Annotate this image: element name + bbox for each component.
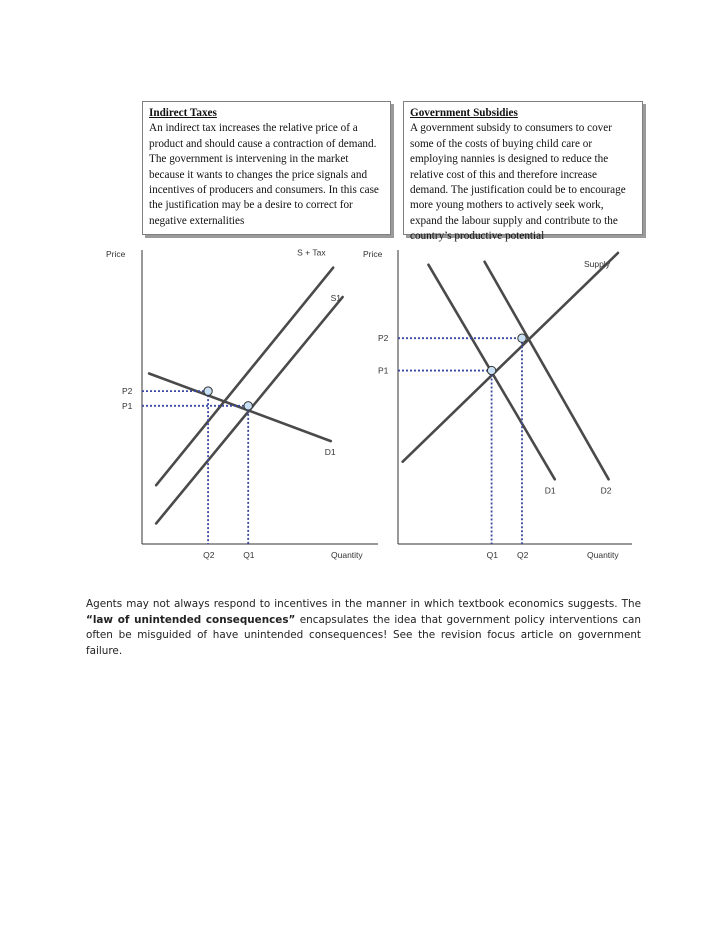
tax-label-d1: D1 bbox=[324, 447, 336, 458]
subsidy-chart bbox=[363, 249, 632, 560]
subsidy-price-label: P1 bbox=[378, 365, 389, 376]
indirect-taxes-title: Indirect Taxes bbox=[149, 107, 217, 119]
tax-price-label: P2 bbox=[122, 386, 133, 397]
tax-chart-ylabel: Price bbox=[106, 249, 126, 259]
subsidy-label-d1: D1 bbox=[544, 485, 556, 496]
tax-label-s-tax: S + Tax bbox=[297, 247, 326, 258]
tax-price-label: P1 bbox=[122, 400, 133, 411]
subsidy-quantity-label: Q1 bbox=[486, 550, 498, 560]
tax-equilibrium-point bbox=[204, 387, 212, 395]
caption-law-emphasis: “law of unintended consequences” bbox=[86, 613, 296, 626]
indirect-taxes-text: An indirect tax increases the relative price of a product and should cause a contraction of demand. The government is intervening in the market because it wants to changes the price signals and incentives of producers and consumers. In this case the justification may be a desire to correct for negative externalities bbox=[149, 122, 379, 227]
subsidy-price-label: P2 bbox=[378, 333, 389, 344]
subsidy-equilibrium-point bbox=[487, 366, 495, 374]
government-subsidies-text: A government subsidy to consumers to cover some of the costs of buying child care or employing nannies is designed to reduce the relative cost of this and therefore increase demand. The justification could be to encourage more young mothers to actively seek work, expand the labour supply and contribute to the country’s productive potential bbox=[410, 122, 626, 243]
government-subsidies-title: Government Subsidies bbox=[410, 107, 518, 119]
subsidy-quantity-label: Q2 bbox=[517, 550, 529, 560]
subsidy-label-d2: D2 bbox=[600, 485, 612, 496]
subsidy-label-supply: Supply bbox=[583, 258, 610, 269]
caption-text-1: Agents may not always respond to incentives in the manner in which textbook economics suggests. The bbox=[86, 598, 641, 610]
tax-chart-xlabel: Quantity bbox=[331, 550, 363, 560]
subsidy-chart-ylabel: Price bbox=[363, 249, 383, 259]
tax-equilibrium-point bbox=[244, 402, 252, 410]
subsidy-equilibrium-point bbox=[518, 334, 526, 342]
caption-text-2: encapsulates the idea that government policy interventions can often be misguided of have unintended consequences! See the revision focus article on government failure. bbox=[86, 613, 642, 657]
subsidy-chart-xlabel: Quantity bbox=[587, 550, 619, 560]
tax-quantity-label: Q1 bbox=[243, 550, 255, 560]
subsidy-curve-supply bbox=[403, 253, 618, 462]
subsidy-curve-d2 bbox=[485, 262, 609, 480]
tax-quantity-label: Q2 bbox=[203, 550, 215, 560]
tax-label-s1: S1 bbox=[330, 293, 342, 304]
tax-curve-s-tax bbox=[156, 268, 333, 486]
tax-chart bbox=[106, 248, 378, 560]
caption-paragraph bbox=[86, 597, 641, 659]
